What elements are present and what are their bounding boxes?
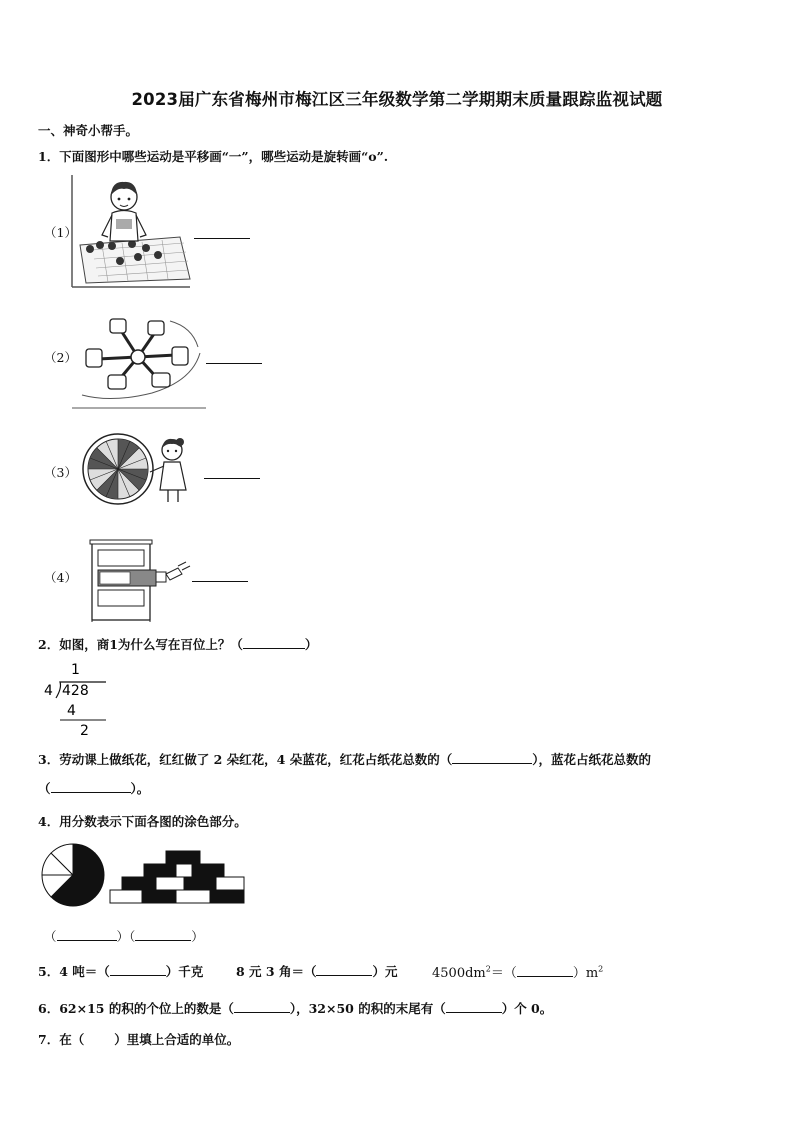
shaded-brick-figure	[108, 850, 248, 906]
q2-answer-blank[interactable]	[243, 636, 305, 649]
division-dividend: 428	[62, 683, 89, 699]
section-heading: 一、神奇小帮手。	[38, 123, 139, 138]
q3-number-2: 4	[276, 752, 286, 767]
q5-text-3b: ＝（	[490, 966, 517, 981]
q3-text-c: 朵蓝花，红花占纸花总数的（	[289, 752, 453, 767]
q7-text-b: ）里填上合适的单位。	[114, 1032, 240, 1047]
question-5-part-2	[236, 962, 397, 980]
question-2-text	[38, 635, 317, 653]
spinning-wheel-illustration	[82, 432, 202, 506]
chess-board-illustration	[72, 175, 194, 289]
q5-superscript-2: 2	[598, 964, 604, 974]
question-7-text	[38, 1030, 239, 1048]
division-product: 4	[67, 703, 76, 719]
carousel-ride-illustration	[72, 313, 208, 409]
q4-answer-blank-1[interactable]	[57, 928, 117, 941]
q5-answer-blank-1[interactable]	[110, 963, 166, 976]
q2-number: 1	[109, 637, 118, 652]
q5-text-3c: ）m	[572, 966, 599, 981]
q1-item-1-answer-blank[interactable]	[194, 238, 250, 239]
question-6-text	[38, 999, 552, 1017]
question-4-text: 4．用分数表示下面各图的涂色部分。	[38, 814, 247, 829]
q5-superscript-1: 2	[485, 964, 491, 974]
question-5-part-3	[432, 962, 603, 981]
q1-item-2-answer-blank[interactable]	[206, 363, 262, 364]
q3-text-d: ），蓝花占纸花总数的	[532, 752, 651, 767]
long-division-figure	[40, 660, 120, 738]
q1-item-3-answer-blank[interactable]	[204, 478, 260, 479]
q1-item-1-label: （1）	[44, 225, 77, 240]
q5-answer-blank-2[interactable]	[316, 963, 372, 976]
q6-answer-blank-1[interactable]	[234, 1000, 290, 1013]
q6-answer-blank-2[interactable]	[446, 1000, 502, 1013]
q2-text-b: 为什么写在百位上？（	[117, 637, 243, 652]
shaded-circle-figure	[40, 842, 106, 908]
q3-answer-blank-2[interactable]	[51, 780, 131, 793]
q6-text-c: ）个 0。	[501, 1001, 553, 1016]
q7-text-a: 7．在（	[38, 1032, 85, 1047]
division-quotient: 1	[71, 662, 80, 678]
q2-text-c: ）	[304, 637, 318, 652]
q1-item-2-label: （2）	[44, 350, 77, 365]
q3-text-a: 3．劳动课上做纸花，红红做了	[38, 752, 210, 767]
q4-answer-blank-2[interactable]	[135, 928, 191, 941]
question-5-part-1	[38, 962, 203, 980]
q3-number-1: 2	[213, 752, 223, 767]
q4-answer-blanks[interactable]: （ ）（ ）	[44, 929, 204, 944]
q5-answer-blank-3[interactable]	[517, 964, 573, 977]
division-divisor: 4	[44, 683, 53, 699]
q5-text-1a: 5．4 吨＝（	[38, 964, 110, 979]
question-1-text: 1．下面图形中哪些运动是平移画“一”，哪些运动是旋转画“o”.	[38, 149, 389, 164]
drawer-cabinet-illustration	[86, 540, 196, 622]
q3-answer-blank-1[interactable]	[452, 751, 532, 764]
question-3-line-1	[38, 750, 651, 768]
q3-text-b: 朵红花，	[226, 752, 277, 767]
q3-text-f: ）。	[130, 781, 150, 796]
division-remainder: 2	[80, 723, 89, 739]
q1-item-4-answer-blank[interactable]	[192, 581, 248, 582]
q5-text-2b: ）元	[372, 964, 398, 979]
q2-text-a: 2．如图，商	[38, 637, 110, 652]
q5-text-3a: 4500dm	[432, 966, 486, 981]
q5-text-1b: ）千克	[165, 964, 204, 979]
q5-text-2a: 8 元 3 角＝（	[236, 964, 317, 979]
q6-text-a: 6．62×15 的积的个位上的数是（	[38, 1001, 234, 1016]
q1-item-4-label: （4）	[44, 570, 77, 585]
q1-item-3-label: （3）	[44, 465, 77, 480]
question-3-line-2	[38, 779, 149, 797]
q3-text-e: （	[38, 781, 51, 796]
q6-text-b: ），32×50 的积的末尾有（	[289, 1001, 446, 1016]
page-title: 2023届广东省梅州市梅江区三年级数学第二学期期末质量跟踪监视试题	[131, 90, 663, 109]
